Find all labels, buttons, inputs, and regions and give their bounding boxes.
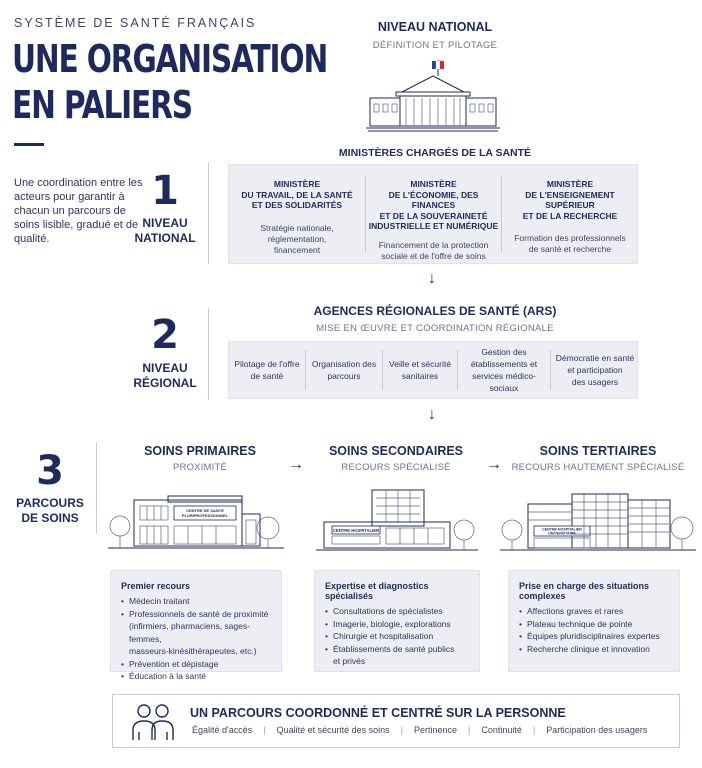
title-rule bbox=[14, 143, 44, 146]
ministry-card bbox=[502, 165, 638, 263]
care-box-primary bbox=[110, 570, 282, 681]
care-box-tertiary bbox=[508, 570, 680, 672]
svg-text:UNIVERSITAIRE: UNIVERSITAIRE bbox=[548, 531, 576, 536]
care-box-item: • Équipes pluridisciplinaires expertes bbox=[519, 630, 669, 643]
care-title-tertiary: SOINS TERTIAIRES bbox=[539, 444, 657, 458]
university-hospital-illustration bbox=[500, 486, 696, 554]
level-1-divider bbox=[208, 162, 209, 264]
level-3-divider bbox=[96, 442, 97, 534]
svg-text:CENTRE HOSPITALIER: CENTRE HOSPITALIER bbox=[332, 528, 380, 533]
care-box-secondary bbox=[314, 570, 480, 672]
page-title-line1: UNE ORGANISATION bbox=[12, 37, 328, 81]
ars-panel bbox=[228, 341, 638, 399]
national-title: NIVEAU NATIONAL bbox=[377, 20, 493, 34]
care-box-title: Expertise et diagnostics spécialisés bbox=[325, 581, 429, 601]
arrow-down-icon: ↓ bbox=[428, 406, 436, 423]
kicker: SYSTÈME DE SANTÉ FRANÇAIS bbox=[14, 16, 257, 30]
ars-item: Pilotage de l'offre de santé bbox=[234, 359, 300, 381]
care-title-secondary: SOINS SECONDAIRES bbox=[328, 444, 464, 458]
ars-item: Organisation des parcours bbox=[311, 359, 377, 381]
ars-item: Gestion des établissements et services médico-sociaux bbox=[470, 347, 538, 393]
ars-item: Veille et sécurité sanitaires bbox=[389, 359, 451, 381]
level-3-number: 3 bbox=[36, 448, 64, 494]
page-title-line2: EN PALIERS bbox=[12, 83, 192, 127]
ars-title: AGENCES RÉGIONALES DE SANTÉ (ARS) bbox=[313, 304, 557, 318]
care-box-item: • Imagerie, biologie, explorations bbox=[325, 618, 469, 631]
level-2-label: NIVEAU RÉGIONAL bbox=[133, 361, 197, 390]
footer-value: Qualité et sécurité des soins bbox=[276, 725, 390, 735]
ministry-card bbox=[366, 165, 501, 263]
footer-value: Pertinence bbox=[414, 725, 458, 735]
care-box-list bbox=[325, 605, 469, 668]
intro-text: Une coordination entre les acteurs pour garantir à chacun un parcours de soins lisible, gradué et de qualité. bbox=[14, 177, 143, 245]
care-box-item: • Chirurgie et hospitalisation bbox=[325, 630, 469, 643]
level-3-label: PARCOURS DE SOINS bbox=[16, 496, 84, 525]
level-1-label: NIVEAU NATIONAL bbox=[134, 216, 196, 245]
level-2-number: 2 bbox=[151, 312, 179, 358]
care-box-item: • Éducation à la santé bbox=[121, 670, 271, 683]
care-box-item: • Plateau technique de pointe bbox=[519, 618, 669, 631]
footer-banner bbox=[112, 694, 680, 748]
care-subtitle-tertiary: RECOURS HAUTEMENT SPÉCIALISÉ bbox=[511, 462, 685, 473]
ministries-heading: MINISTÈRES CHARGÉS DE LA SANTÉ bbox=[338, 147, 532, 159]
footer-value: Participation des usagers bbox=[546, 725, 648, 735]
ministry-title: MINISTÈRE DE L'ÉCONOMIE, DES FINANCES ET DE LA SOUVERAINETÉ INDUSTRIELLE ET NUMÉRIQUE bbox=[368, 179, 499, 231]
svg-text:PLURIPROFESSIONNEL: PLURIPROFESSIONNEL bbox=[181, 513, 229, 518]
arrow-down-icon: ↓ bbox=[428, 270, 436, 287]
care-subtitle-secondary: RECOURS SPÉCIALISÉ bbox=[341, 462, 451, 473]
care-box-item: • Médecin traitant bbox=[121, 595, 271, 608]
care-box-title: Premier recours bbox=[121, 581, 191, 591]
ministry-description: Financement de la protection sociale et de l'offre de soins bbox=[378, 239, 489, 261]
footer-value: Égalité d'accès bbox=[192, 725, 253, 735]
arrow-right-icon: → bbox=[288, 456, 304, 473]
care-box-item: • Prévention et dépistage bbox=[121, 658, 271, 671]
ministry-title: MINISTÈRE DU TRAVAIL, DE LA SANTÉ ET DES SOLIDARITÉS bbox=[241, 179, 353, 210]
health-center-illustration bbox=[108, 488, 284, 552]
footer-values: Égalité d'accès | Qualité et sécurité des soins | Pertinence | Continuité | Participation des usagers bbox=[192, 725, 648, 735]
hospital-illustration bbox=[316, 486, 478, 554]
footer-value: Continuité bbox=[481, 725, 522, 735]
arrow-right-icon: → bbox=[486, 456, 502, 473]
government-building-illustration bbox=[366, 58, 500, 134]
ministry-card bbox=[229, 165, 365, 263]
care-box-list bbox=[519, 605, 669, 655]
ars-subtitle: MISE EN ŒUVRE ET COORDINATION RÉGIONALE bbox=[316, 323, 554, 334]
care-box-list bbox=[121, 595, 271, 683]
care-box-item: • Affections graves et rares bbox=[519, 605, 669, 618]
ars-item: Démocratie en santé et participation des usagers bbox=[555, 353, 635, 387]
care-box-item: • Consultations de spécialistes bbox=[325, 605, 469, 618]
care-box-item: • Établissements de santé publics et privés bbox=[325, 643, 469, 668]
care-box-item: • Professionnels de santé de proximité (infirmiers, pharmaciens, sages-femmes, masseurs-kinésithérapeutes, etc.) bbox=[121, 608, 271, 658]
care-subtitle-primary: PROXIMITÉ bbox=[172, 462, 228, 473]
care-box-title: Prise en charge des situations complexes bbox=[519, 581, 650, 601]
care-box-item: • Recherche clinique et innovation bbox=[519, 643, 669, 656]
ministry-title: MINISTÈRE DE L'ENSEIGNEMENT SUPÉRIEUR ET DE LA RECHERCHE bbox=[522, 179, 618, 221]
svg-text:CENTRE DE SANTÉ: CENTRE DE SANTÉ bbox=[186, 508, 224, 513]
ministries-panel bbox=[228, 164, 638, 264]
national-subtitle: DÉFINITION ET PILOTAGE bbox=[372, 40, 498, 51]
ministry-description: Stratégie nationale, réglementation, financement bbox=[260, 222, 334, 255]
ministry-description: Formation des professionnels de santé et recherche bbox=[514, 233, 626, 254]
svg-text:CENTRE HOSPITALIER: CENTRE HOSPITALIER bbox=[542, 527, 582, 532]
people-icon bbox=[130, 700, 176, 742]
footer-title: UN PARCOURS COORDONNÉ ET CENTRÉ SUR LA PERSONNE bbox=[190, 706, 566, 720]
level-2-divider bbox=[208, 308, 209, 400]
care-title-primary: SOINS PRIMAIRES bbox=[144, 444, 256, 458]
level-1-number: 1 bbox=[151, 168, 179, 214]
